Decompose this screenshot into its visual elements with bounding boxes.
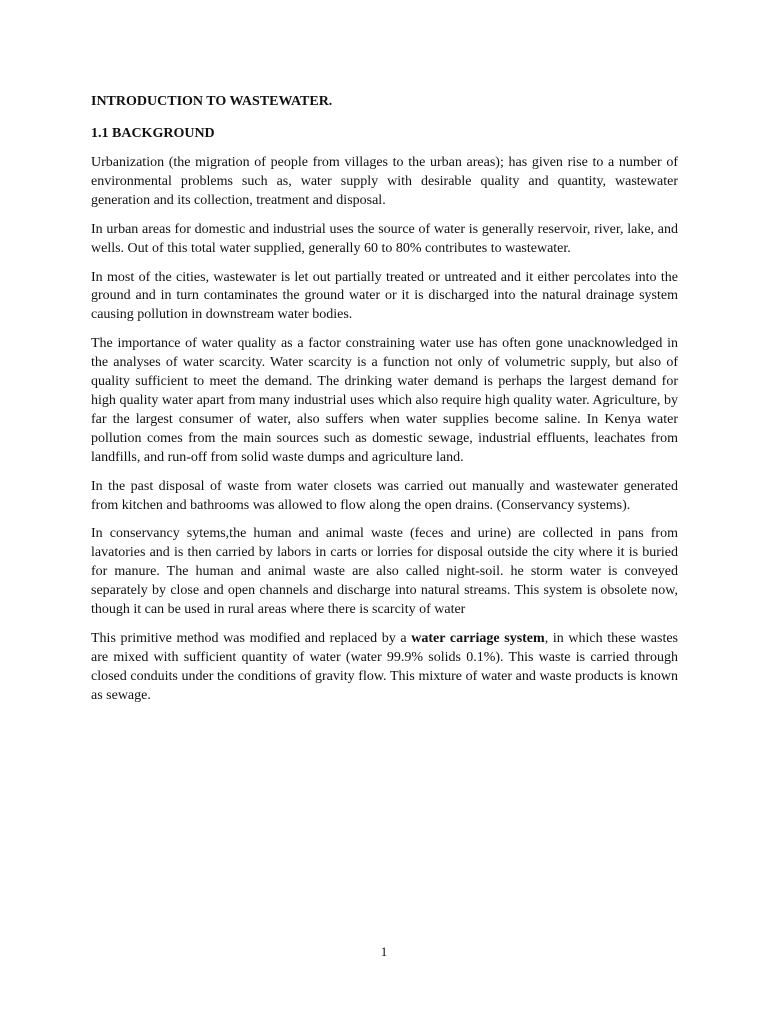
paragraph-water-carriage — [91, 630, 678, 706]
page-content — [91, 93, 678, 716]
paragraph-water-sources: In urban areas for domestic and industrial uses the source of water is generally reservoir, river, lake, and wells. Out of this total water supplied, generally 60 to 80% contributes to wastewater. — [91, 221, 678, 256]
paragraph-water-carriage-rest: , in which these wastes are mixed with sufficient quantity of water (water 99.9% solids 0.1%). This waste is carried through closed conduits under the conditions of gravity flow. This mixture of water and waste products is known as sewage. — [91, 630, 678, 703]
paragraph-water-quality: The importance of water quality as a factor constraining water use has often gone unacknowledged in the analyses of water scarcity. Water scarcity is a function not only of volumetric supply, but also of quality sufficient to meet the demand. The drinking water demand is perhaps the largest demand for high quality water apart from many industrial uses which also require high quality water. Agriculture, by far the largest consumer of water, also suffers when water supplies become saline. In Kenya water pollution comes from the main sources such as domestic sewage, industrial effluents, leachates from landfills, and run-off from solid waste dumps and agriculture land. — [91, 336, 678, 465]
paragraph-past-disposal: In the past disposal of waste from water closets was carried out manually and wastewater generated from kitchen and bathrooms was allowed to flow along the open drains. (Conservancy systems). — [91, 478, 678, 513]
paragraph-water-carriage-intro: This primitive method was modified and replaced by a — [91, 630, 412, 646]
paragraph-conservancy-systems: In conservancy sytems,the human and animal waste (feces and urine) are collected in pans from lavatories and is then carried by labors in carts or lorries for disposal outside the city where it is buried for manure. The human and animal waste are also called night-soil. he storm water is conveyed separately by close and open channels and discharge into natural streams. This system is obsolete now, though it can be used in rural areas where there is scarcity of water — [91, 526, 678, 618]
document-title: INTRODUCTION TO WASTEWATER. — [91, 94, 333, 109]
water-carriage-system-term: water carriage system — [411, 630, 545, 646]
section-heading: 1.1 BACKGROUND — [91, 126, 215, 141]
paragraph-urbanization: Urbanization (the migration of people from villages to the urban areas); has given rise to a number of environmental problems such as, water supply with desirable quality and quantity, wastewater generation and its collection, treatment and disposal. — [91, 155, 678, 208]
page-number: 1 — [380, 944, 388, 959]
paragraph-untreated-wastewater: In most of the cities, wastewater is let out partially treated or untreated and it either percolates into the ground and in turn contaminates the ground water or it is discharged into the natural drainage system causing pollution in downstream water bodies. — [91, 269, 678, 323]
